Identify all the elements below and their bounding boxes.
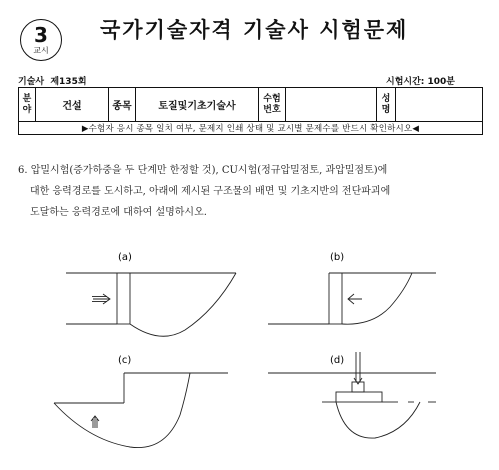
figure-a (66, 273, 236, 336)
arrow-right-icon (93, 294, 110, 304)
session-number: 3 (34, 23, 48, 47)
question-number: 6. (18, 165, 28, 176)
exam-round: 기술사 제135회 (18, 77, 87, 87)
session-label: 교시 (33, 46, 49, 55)
exam-duration: 시험시간: 100분 (386, 77, 455, 87)
figure-c (54, 373, 228, 448)
field-value: 건설 (36, 88, 109, 122)
question-line-3: 도달하는 응력경로에 대하여 설명하시오. (30, 207, 207, 218)
figure-d-label: (d) (330, 355, 345, 366)
question-line-2: 대한 응력경로를 도시하고, 아래에 제시된 구조물의 배면 및 기초지반의 전단파괴에 (30, 186, 391, 197)
exam-number-label: 수험 번호 (259, 88, 286, 122)
arrow-left-icon (348, 294, 362, 304)
category-label: 종목 (109, 88, 136, 122)
category-value: 토질및기초기술사 (136, 88, 259, 122)
exam-notice: ▶수험자 응시 종목 일치 여부, 문제지 인쇄 상태 및 교시별 문제수를 반드시 확인하시오◀ (19, 122, 483, 135)
figure-c-label: (c) (118, 355, 132, 366)
name-label: 성 명 (377, 88, 396, 122)
figure-b (268, 273, 436, 324)
arrow-up-icon (91, 416, 99, 428)
arrow-down-icon (354, 378, 362, 384)
figure-a-label: (a) (118, 252, 132, 263)
figure-d (268, 352, 436, 438)
field-label: 분 야 (19, 88, 36, 122)
page-title: 국가기술자격 기술사 시험문제 (100, 18, 409, 42)
question-line-1: 압밀시험(증가하중을 두 단계만 한정할 것), CU시험(정규압밀점토, 과압밀점토)에 (30, 165, 388, 176)
figure-b-label: (b) (330, 252, 345, 263)
